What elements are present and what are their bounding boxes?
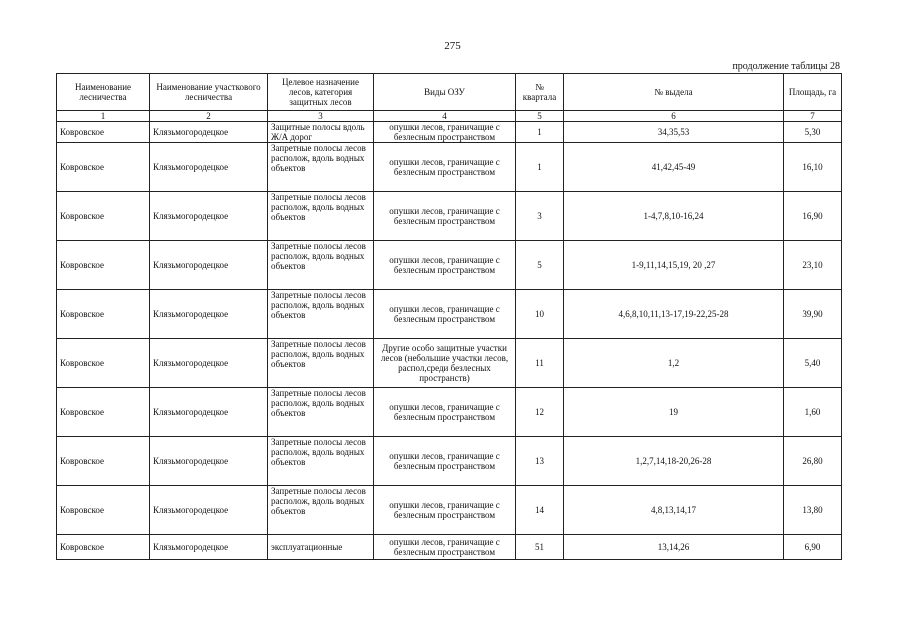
cell-area: 16,10 [784,143,842,192]
cell-kvartal: 1 [516,143,564,192]
cell-purpose: Запретные полосы лесов располож, вдоль водных объектов [268,437,374,486]
cell-forestry: Ковровское [57,290,150,339]
cell-district: Клязьмогородецкое [150,486,268,535]
cell-district: Клязьмогородецкое [150,437,268,486]
cell-purpose: Защитные полосы вдоль Ж/А дорог [268,122,374,143]
cell-vydel: 4,6,8,10,11,13-17,19-22,25-28 [564,290,784,339]
cell-kvartal: 11 [516,339,564,388]
cell-purpose: эксплуатационные [268,535,374,560]
cell-kvartal: 5 [516,241,564,290]
cell-district: Клязьмогородецкое [150,290,268,339]
column-number: 3 [268,111,374,122]
header-vydel: № выдела [564,74,784,111]
cell-kvartal: 51 [516,535,564,560]
cell-vydel: 4,8,13,14,17 [564,486,784,535]
cell-vydel: 41,42,45-49 [564,143,784,192]
cell-kvartal: 1 [516,122,564,143]
cell-forestry: Ковровское [57,486,150,535]
cell-kvartal: 13 [516,437,564,486]
cell-area: 6,90 [784,535,842,560]
table-continuation-note: продолжение таблицы 28 [732,61,840,72]
cell-district: Клязьмогородецкое [150,122,268,143]
cell-ozu: опушки лесов, граничащие с безлесным пространством [374,143,516,192]
header-purpose: Целевое назначение лесов, категория защитных лесов [268,74,374,111]
column-number: 2 [150,111,268,122]
cell-kvartal: 3 [516,192,564,241]
table-row [57,437,842,486]
cell-vydel: 1,2 [564,339,784,388]
cell-area: 16,90 [784,192,842,241]
column-number: 5 [516,111,564,122]
table-row [57,143,842,192]
cell-district: Клязьмогородецкое [150,388,268,437]
cell-purpose: Запретные полосы лесов располож, вдоль водных объектов [268,143,374,192]
header-kvartal: № квартала [516,74,564,111]
table-row [57,122,842,143]
cell-area: 26,80 [784,437,842,486]
cell-area: 39,90 [784,290,842,339]
cell-forestry: Ковровское [57,339,150,388]
page-number: 275 [444,40,461,52]
column-number-row [57,111,842,122]
column-number: 6 [564,111,784,122]
cell-area: 5,30 [784,122,842,143]
cell-vydel: 34,35,53 [564,122,784,143]
cell-vydel: 19 [564,388,784,437]
cell-forestry: Ковровское [57,535,150,560]
cell-district: Клязьмогородецкое [150,143,268,192]
cell-purpose: Запретные полосы лесов располож, вдоль водных объектов [268,290,374,339]
column-number: 1 [57,111,150,122]
cell-kvartal: 12 [516,388,564,437]
cell-forestry: Ковровское [57,388,150,437]
cell-district: Клязьмогородецкое [150,192,268,241]
table-row [57,192,842,241]
cell-vydel: 1,2,7,14,18-20,26-28 [564,437,784,486]
table-row [57,241,842,290]
cell-forestry: Ковровское [57,437,150,486]
cell-area: 1,60 [784,388,842,437]
header-row [57,74,842,111]
cell-purpose: Запретные полосы лесов располож, вдоль водных объектов [268,486,374,535]
cell-ozu: опушки лесов, граничащие с безлесным пространством [374,535,516,560]
column-number: 7 [784,111,842,122]
cell-purpose: Запретные полосы лесов располож, вдоль водных объектов [268,192,374,241]
header-district: Наименование участкового лесничества [150,74,268,111]
table-row [57,486,842,535]
cell-purpose: Запретные полосы лесов располож, вдоль водных объектов [268,339,374,388]
cell-area: 13,80 [784,486,842,535]
header-forestry: Наименование лесничества [57,74,150,111]
cell-district: Клязьмогородецкое [150,339,268,388]
cell-kvartal: 14 [516,486,564,535]
cell-vydel: 1-4,7,8,10-16,24 [564,192,784,241]
cell-ozu: опушки лесов, граничащие с безлесным пространством [374,122,516,143]
header-ozu: Виды ОЗУ [374,74,516,111]
table-row [57,290,842,339]
cell-ozu: опушки лесов, граничащие с безлесным пространством [374,290,516,339]
cell-ozu: опушки лесов, граничащие с безлесным пространством [374,241,516,290]
cell-kvartal: 10 [516,290,564,339]
column-number: 4 [374,111,516,122]
cell-forestry: Ковровское [57,192,150,241]
table-row [57,339,842,388]
cell-ozu: Другие особо защитные участки лесов (небольшие участки лесов, распол,среди безлесных пространств) [374,339,516,388]
cell-district: Клязьмогородецкое [150,241,268,290]
cell-forestry: Ковровское [57,122,150,143]
forestry-table [56,73,842,560]
table-row [57,535,842,560]
cell-area: 5,40 [784,339,842,388]
header-area: Площадь, га [784,74,842,111]
cell-area: 23,10 [784,241,842,290]
cell-purpose: Запретные полосы лесов располож, вдоль водных объектов [268,241,374,290]
cell-purpose: Запретные полосы лесов располож, вдоль водных объектов [268,388,374,437]
cell-ozu: опушки лесов, граничащие с безлесным пространством [374,486,516,535]
table-row [57,388,842,437]
cell-vydel: 13,14,26 [564,535,784,560]
cell-forestry: Ковровское [57,143,150,192]
cell-district: Клязьмогородецкое [150,535,268,560]
cell-vydel: 1-9,11,14,15,19, 20 ,27 [564,241,784,290]
cell-forestry: Ковровское [57,241,150,290]
cell-ozu: опушки лесов, граничащие с безлесным пространством [374,388,516,437]
cell-ozu: опушки лесов, граничащие с безлесным пространством [374,437,516,486]
cell-ozu: опушки лесов, граничащие с безлесным пространством [374,192,516,241]
